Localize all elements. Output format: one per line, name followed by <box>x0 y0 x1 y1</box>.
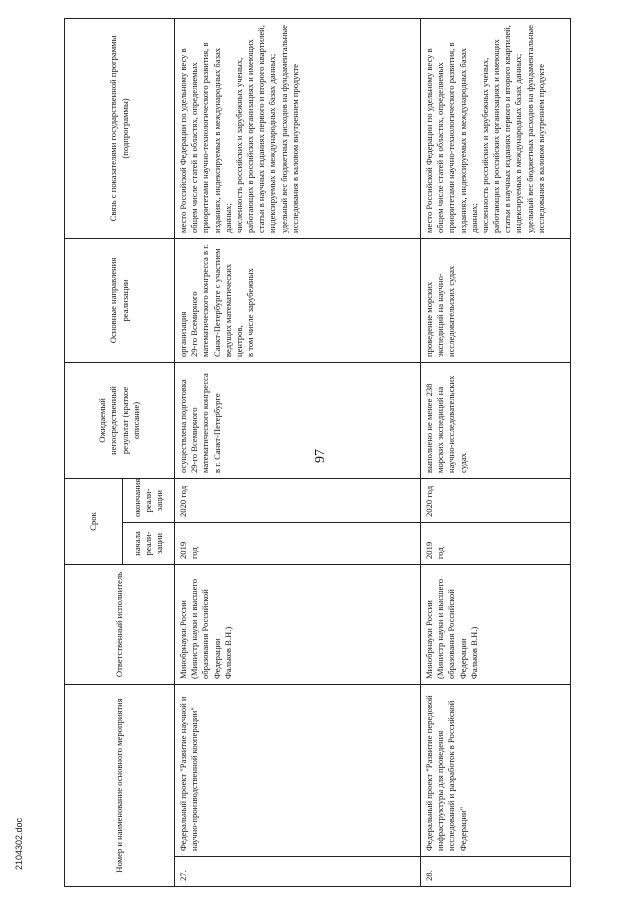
header-term: Срок <box>65 478 123 564</box>
row-result: выполнено не менее 238 морских экспедиций на научно-исследовательских судах <box>421 362 571 478</box>
row-number: 28. <box>421 857 571 887</box>
row-executor: Минобрнауки России (Министр науки и высшего образования Российской Федерации Фальков В.Н.) <box>421 565 571 685</box>
row-end: 2020 год <box>421 478 571 522</box>
header-directions: Основные направления реализации <box>65 238 175 362</box>
table-row <box>421 18 571 886</box>
row-start: 2019 год <box>175 523 421 565</box>
row-result: осуществлена подготовка 29-го Всемирного математического конгресса в г. Санкт-Петербурге <box>175 362 421 478</box>
row-measure-name: Федеральный проект "Развитие научной и научно-производственной кооперации" <box>175 685 421 857</box>
row-directions: организация 29-го Всемирного математического конгресса в г. Санкт-Петербурге с участием ведущих математических центров, в том числе зарубежных <box>175 238 421 362</box>
row-link: место Российской Федерации по удельному весу в общем числе статей в областях, определяемых приоритетами научно-технологического развития, в изданиях, индексируемых в международных базах данных; численность российских и зарубежных ученых, работающих в российских организациях и имеющих статьи в научных изданиях первого и второго квартилей, индексируемых в международных базах данных; удельный вес бюджетных расходов на фундаментальные исследования в валовом внутреннем продукте <box>421 18 571 238</box>
header-number-name: Номер и наименование основного мероприятия <box>65 685 175 887</box>
row-start: 2019 год <box>421 523 571 565</box>
header-term-end: окончания реали-зации <box>123 478 175 522</box>
row-directions: проведение морских экспедиций на научно-исследовательских судах <box>421 238 571 362</box>
header-result: Ожидаемый непосредственный результат (краткое описание) <box>65 362 175 478</box>
row-measure-name: Федеральный проект "Развитие передовой инфраструктуры для проведения исследований и разработок в Российской Федерации" <box>421 685 571 857</box>
header-link: Связь с показателями государственной программы (подпрограммы) <box>65 18 175 238</box>
row-number: 27. <box>175 857 421 887</box>
page-number: 97 <box>313 449 328 463</box>
measures-table <box>64 18 571 887</box>
rotated-table-container <box>64 19 574 887</box>
header-term-start: начала реали-зации <box>123 523 175 565</box>
row-executor: Минобрнауки России (Министр науки и высшего образования Российской Федерации Фальков В.Н.) <box>175 565 421 685</box>
file-name: 2104302.doc <box>14 817 24 870</box>
row-end: 2020 год <box>175 478 421 522</box>
document-page <box>64 19 574 887</box>
row-link: место Российской Федерации по удельному весу в общем числе статей в областях, определяемых приоритетами научно-технологического развития, в изданиях, индексируемых в международных базах данных; численность российских и зарубежных ученых, работающих в российских организациях и имеющих статьи в научных изданиях первого и второго квартилей, индексируемых в международных базах данных; удельный вес бюджетных расходов на фундаментальные исследования в валовом внутреннем продукте <box>175 18 421 238</box>
header-executor: Ответственный исполнитель <box>65 565 175 685</box>
table-row <box>175 18 421 886</box>
